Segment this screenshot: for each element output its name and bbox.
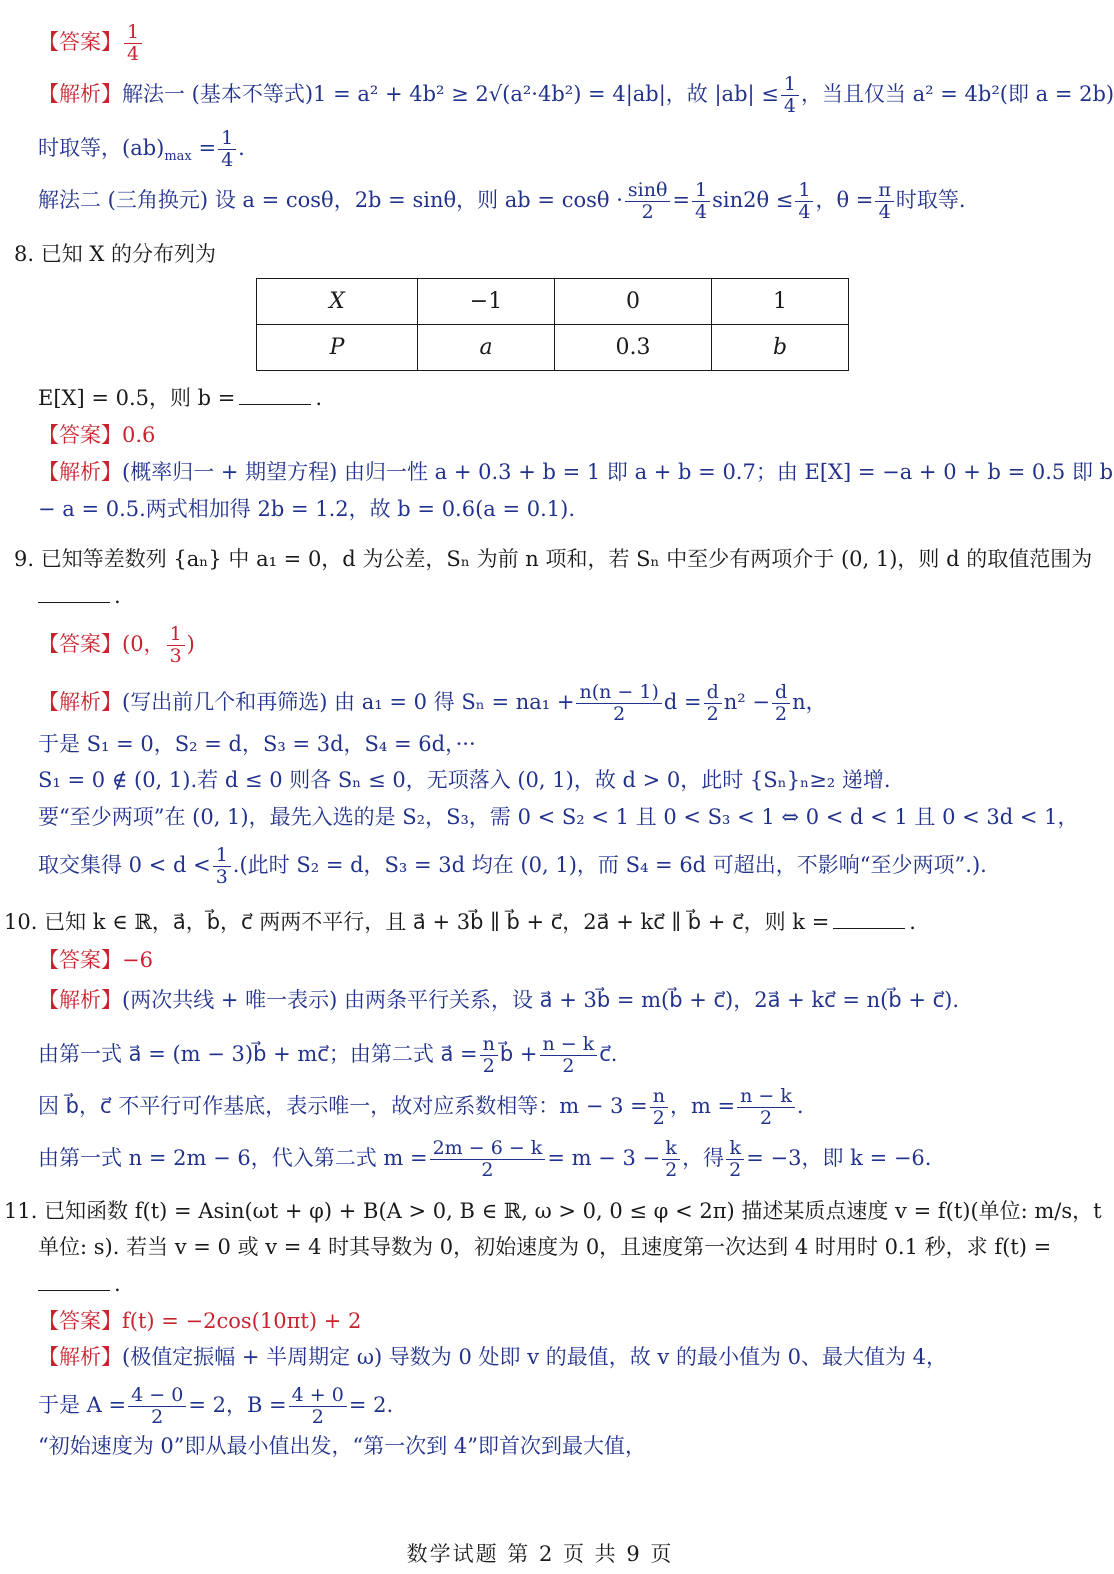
fraction: $\frac{d}{2}$ (772, 682, 790, 725)
q11-analysis-line-2: 于是 A = $\frac{4 - 0}{2}$ = 2，B = $\frac{4 + 0}{2}$ = 2. (38, 1384, 394, 1428)
q11-blank-line: . (38, 1270, 121, 1298)
fraction: $\frac{4 - 0}{2}$ (128, 1385, 186, 1428)
q10-answer-line (38, 946, 153, 974)
q11-question-line-1: 11. 已知函数 f(t) = Asin(ωt + φ) + B(A > 0, B ∈ ℝ, ω > 0, 0 ≤ φ < 2π) 描述某质点速度 v = f(t)(单位: m/s，t (4, 1199, 1102, 1223)
answer-value: 0.6 (122, 423, 156, 447)
analysis-tag: 【解析】 (38, 460, 122, 484)
analysis-tag: 【解析】 (38, 988, 122, 1012)
table-cell: X (257, 279, 418, 325)
q9-analysis-line-1: 【解析】(写出前几个和再筛选) 由 a₁ = 0 得 Sₙ = na₁ + $\frac{n(n - 1)}{2}$ d = $\frac{d}{2}$ n² − $\frac{d}{2}$ n， (38, 681, 827, 725)
q8-answer-line (38, 421, 155, 449)
table-cell: 0 (555, 279, 712, 325)
fraction: $\frac{1}{4}$ (218, 128, 236, 171)
answer-tag: 【答案】 (38, 30, 122, 54)
fraction: $\frac{1}{4}$ (124, 22, 142, 65)
fraction: $\frac{\sin\theta}{2}$ (625, 180, 671, 223)
fraction: $\frac{1}{4}$ (795, 180, 813, 223)
fraction: $\frac{k}{2}$ (726, 1138, 744, 1181)
fraction: $\frac{k}{2}$ (662, 1138, 680, 1181)
q8-analysis-line-2: − a = 0.5.两式相加得 2b = 1.2，故 b = 0.6(a = 0.1). (38, 497, 576, 521)
q7-answer-line (38, 22, 144, 65)
table-row (257, 325, 849, 371)
page-footer: 数学试题 第 2 页 共 9 页 (406, 1542, 674, 1566)
fraction: $\frac{2m - 6 - k}{2}$ (430, 1138, 546, 1181)
table-cell: 0.3 (555, 325, 712, 371)
fraction: $\frac{n - k}{2}$ (540, 1034, 598, 1077)
analysis-tag: 【解析】 (38, 82, 122, 106)
q9-question: 9. 已知等差数列 {aₙ} 中 a₁ = 0，d 为公差，Sₙ 为前 n 项和，若 Sₙ 中至少有两项介于 (0, 1)，则 d 的取值范围为 (14, 547, 1093, 571)
answer-tag: 【答案】 (38, 423, 122, 447)
q7-analysis-line-2: 时取等，$(ab)_{max}$ = $\frac{1}{4}$ . (38, 127, 245, 171)
answer-tag: 【答案】 (38, 948, 122, 972)
answer-blank (833, 910, 905, 929)
q7-analysis-line-1: 【解析】解法一 (基本不等式)1 = a² + 4b² ≥ 2√(a²·4b²) = 4|ab|，故 |ab| ≤ $\frac{1}{4}$ ，当且仅当 a² = 4b²(即 a = 2b) (38, 73, 1114, 117)
table-cell: 1 (712, 279, 849, 325)
table-cell: −1 (418, 279, 555, 325)
answer-tag: 【答案】 (38, 1309, 122, 1333)
fraction: $\frac{n}{2}$ (650, 1086, 668, 1129)
q9-analysis-line-4: 要“至少两项”在 (0, 1)，最先入选的是 S₂，S₃，需 0 < S₂ < 1 且 0 < S₃ < 1 ⇔ 0 < d < 1 且 0 < 3d < 1， (38, 805, 1079, 829)
q9-analysis-line-5: 取交集得 0 < d < $\frac{1}{3}$ .(此时 S₂ = d，S₃ = 3d 均在 (0, 1)，而 S₄ = 6d 可超出，不影响“至少两项”.). (38, 844, 987, 888)
table-cell: a (418, 325, 555, 371)
q9-answer-line: 【答案】(0， $\frac{1}{3}$ ) (38, 623, 195, 667)
analysis-tag: 【解析】 (38, 1345, 122, 1369)
q11-question-line-2: 单位: s). 若当 v = 0 或 v = 4 时其导数为 0，初始速度为 0，且速度第一次达到 4 时用时 0.1 秒，求 f(t) = (38, 1235, 1052, 1259)
q10-analysis-line-1: 【解析】(两次共线 + 唯一表示) 由两条平行关系，设 a⃗ + 3b⃗ = m(b⃗ + c⃗)，2a⃗ + kc⃗ = n(b⃗ + c⃗). (38, 988, 960, 1012)
q10-analysis-line-3: 因 b⃗，c⃗ 不平行可作基底，表示唯一，故对应系数相等：m − 3 = $\frac{n}{2}$ ，m = $\frac{n - k}{2}$ . (38, 1085, 804, 1129)
q8-prompt: E[X] = 0.5，则 b = . (38, 386, 323, 410)
answer-value: f(t) = −2cos(10πt) + 2 (122, 1309, 362, 1333)
q9-analysis-line-2: 于是 S₁ = 0，S₂ = d，S₃ = 3d，S₄ = 6d，··· (38, 732, 476, 756)
table-cell: b (712, 325, 849, 371)
q11-answer-line (38, 1307, 361, 1335)
fraction: $\frac{n(n - 1)}{2}$ (576, 682, 661, 725)
fraction: $\frac{\pi}{4}$ (875, 180, 894, 223)
answer-tag: 【答案】 (38, 632, 122, 656)
table-cell: P (257, 325, 418, 371)
q8-analysis-line-1: 【解析】(概率归一 + 期望方程) 由归一性 a + 0.3 + b = 1 即 a + b = 0.7；由 E[X] = −a + 0 + b = 0.5 即 b (38, 460, 1114, 484)
distribution-table (256, 278, 849, 371)
fraction: $\frac{4 + 0}{2}$ (289, 1385, 347, 1428)
answer-blank (38, 584, 110, 603)
answer-value: −6 (122, 948, 153, 972)
fraction: $\frac{d}{2}$ (704, 682, 722, 725)
fraction: $\frac{1}{3}$ (213, 845, 231, 888)
fraction: $\frac{1}{4}$ (781, 74, 799, 117)
q10-question: 10. 已知 k ∈ ℝ，a⃗，b⃗，c⃗ 两两不平行，且 a⃗ + 3b⃗ ∥ b⃗ + c⃗，2a⃗ + kc⃗ ∥ b⃗ + c⃗，则 k = . (4, 910, 916, 934)
fraction: $\frac{n - k}{2}$ (737, 1086, 795, 1129)
fraction: $\frac{1}{3}$ (167, 624, 185, 667)
q10-analysis-line-2: 由第一式 a⃗ = (m − 3)b⃗ + mc⃗；由第二式 a⃗ = $\frac{n}{2}$ b⃗ + $\frac{n - k}{2}$ c⃗. (38, 1033, 618, 1077)
q7-analysis-line-3: 解法二 (三角换元) 设 a = cosθ，2b = sinθ，则 ab = cosθ · $\frac{\sin\theta}{2}$ = $\frac{1}{4}$ sin2θ ≤ $\frac{1}{4}$ ，θ = $\frac{\pi}{4}$ 时取等. (38, 179, 966, 223)
analysis-tag: 【解析】 (38, 690, 122, 714)
fraction: $\frac{1}{4}$ (692, 180, 710, 223)
q10-analysis-line-4: 由第一式 n = 2m − 6，代入第二式 m = $\frac{2m - 6 - k}{2}$ = m − 3 − $\frac{k}{2}$ ，得 $\frac{k}{2}$ = −3，即 k = −6. (38, 1137, 932, 1181)
q9-blank-line: . (38, 582, 121, 610)
q11-analysis-line-3: “初始速度为 0”即从最小值出发，“第一次到 4”即首次到最大值， (38, 1434, 647, 1458)
q8-question: 8. 已知 X 的分布列为 (14, 242, 217, 266)
q9-analysis-line-3: S₁ = 0 ∉ (0, 1).若 d ≤ 0 则各 Sₙ ≤ 0，无项落入 (0, 1)，故 d > 0，此时 {Sₙ}ₙ≥₂ 递增. (38, 768, 891, 792)
table-row (257, 279, 849, 325)
answer-blank (239, 386, 311, 405)
fraction: $\frac{n}{2}$ (480, 1034, 498, 1077)
answer-blank (38, 1272, 110, 1291)
q11-analysis-line-1: 【解析】(极值定振幅 + 半周期定 ω) 导数为 0 处即 v 的最值，故 v 的最小值为 0、最大值为 4， (38, 1345, 948, 1369)
